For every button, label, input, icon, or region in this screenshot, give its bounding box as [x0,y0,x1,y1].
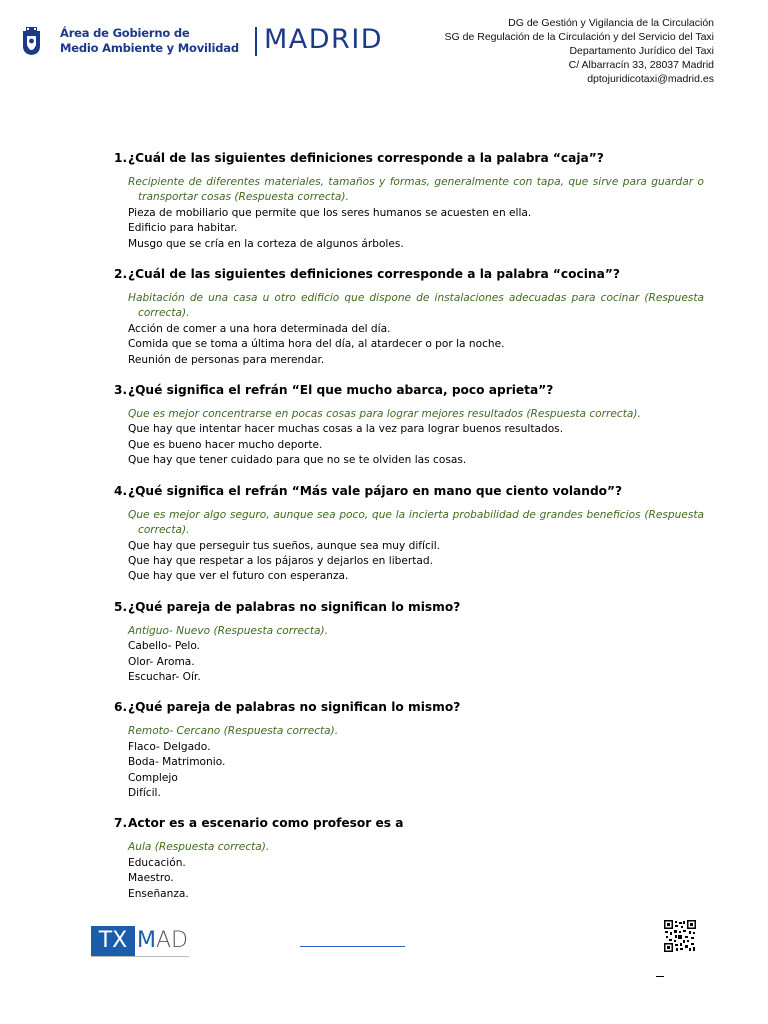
answer-option: Que hay que respetar a los pájaros y dejarlos en libertad. [128,554,433,567]
page-header [0,0,768,100]
answer-option: Reunión de personas para merendar. [128,353,325,366]
dept-line: DG de Gestión y Vigilancia de la Circulación [508,17,714,29]
question-title [114,599,704,615]
answer-list [128,508,704,585]
question-text: ¿Qué significa el refrán “El que mucho abarca, poco aprieta”? [128,383,554,398]
answer-option: Maestro. [128,872,174,885]
correct-answer: Que es mejor algo seguro, aunque sea poco, que la incierta probabilidad de grandes beneficios (Respuesta correcta). [128,508,704,537]
question-text: ¿Qué pareja de palabras no significan lo mismo? [128,599,461,614]
area-title-line1: Área de Gobierno de [60,26,190,40]
txmad-logo [91,926,191,956]
correct-answer: Aula (Respuesta correcta). [128,841,270,854]
correct-answer: Remoto- Cercano (Respuesta correcta). [128,725,339,738]
page-mark [656,976,664,977]
footer-divider [91,956,189,957]
answer-option: Enseñanza. [128,887,189,900]
question-title [114,483,704,499]
question-title [114,150,704,166]
madrid-logo: MADRID [264,24,384,55]
question-text: ¿Qué significa el refrán “Más vale pájaro en mano que ciento volando”? [128,483,623,498]
dept-email: dptojuridicotaxi@madrid.es [587,73,714,85]
txmad-logo-ad: AD [155,928,188,953]
question-6 [114,699,704,801]
question-number: 1. [114,151,128,165]
answer-list [128,624,704,686]
question-title [114,382,704,398]
dept-line: C/ Albarracín 33, 28037 Madrid [568,59,714,71]
answer-option: Que es bueno hacer mucho deporte. [128,438,323,451]
correct-answer: Habitación de una casa u otro edificio que dispone de instalaciones adecuadas para cocinar (Respuesta correcta). [128,292,704,320]
answer-list [128,407,704,469]
answer-option: Musgo que se cría en la corteza de algunos árboles. [128,237,404,250]
answer-option: Difícil. [128,786,161,799]
department-address [445,16,714,86]
area-title [60,26,239,56]
question-list [114,150,704,902]
correct-answer: Recipiente de diferentes materiales, tamaños y formas, generalmente con tapa, que sirve para guardar o transportar cosas (Respuesta correcta). [128,176,704,204]
answer-option: Que hay que ver el futuro con esperanza. [128,570,349,583]
question-title [114,699,704,715]
answer-option: Boda- Matrimonio. [128,756,226,769]
question-3 [114,382,704,469]
dept-line: Departamento Jurídico del Taxi [569,45,714,57]
txmad-logo-text [137,926,188,956]
answer-option: Que hay que tener cuidado para que no se te olviden las cosas. [128,454,467,467]
qr-code-icon [664,920,696,952]
area-title-line2: Medio Ambiente y Movilidad [60,41,239,55]
question-number: 6. [114,700,128,715]
question-1 [114,150,704,252]
answer-list [128,724,704,801]
answer-list [128,291,704,368]
answer-option: Educación. [128,856,186,869]
answer-option: Que hay que intentar hacer muchas cosas a la vez para lograr buenos resultados. [128,423,564,436]
answer-option: Comida que se toma a última hora del día, al atardecer o por la noche. [128,338,505,351]
dept-line: SG de Regulación de la Circulación y del Servicio del Taxi [444,31,714,43]
question-number: 2. [114,267,128,282]
answer-option: Complejo [128,771,178,784]
question-text: ¿Qué pareja de palabras no significan lo mismo? [128,700,461,715]
answer-option: Flaco- Delgado. [128,740,211,753]
answer-option: Olor- Aroma. [128,655,195,668]
question-text: ¿Cuál de las siguientes definiciones corresponde a la palabra “cocina”? [128,267,620,282]
question-number: 5. [114,599,128,614]
question-number: 3. [114,383,128,398]
question-number: 7. [114,816,128,831]
answer-list [128,175,704,252]
header-divider [255,27,257,56]
question-7 [114,815,704,902]
answer-option: Edificio para habitar. [128,222,238,235]
question-2 [114,266,704,368]
correct-answer: Antiguo- Nuevo (Respuesta correcta). [128,624,328,637]
question-text: Actor es a escenario como profesor es a [128,816,404,831]
correct-answer: Que es mejor concentrarse en pocas cosas para lograr mejores resultados (Respuesta correcta). [128,408,641,421]
answer-option: Que hay que perseguir tus sueños, aunque sea muy difícil. [128,539,441,552]
question-title [114,815,704,831]
answer-option: Acción de comer a una hora determinada del día. [128,322,391,335]
question-5 [114,599,704,686]
question-number: 4. [114,483,128,498]
footer-link-underline [300,946,405,947]
answer-list [128,840,704,902]
txmad-logo-box: TX [91,926,135,956]
answer-option: Cabello- Pelo. [128,640,201,653]
answer-option: Escuchar- Oír. [128,670,201,683]
question-text: ¿Cuál de las siguientes definiciones corresponde a la palabra “caja”? [128,151,604,165]
madrid-crest-icon [22,27,41,56]
answer-option: Pieza de mobiliario que permite que los seres humanos se acuesten en ella. [128,206,532,219]
question-4 [114,483,704,585]
question-title [114,266,704,282]
txmad-logo-m: M [137,928,156,953]
